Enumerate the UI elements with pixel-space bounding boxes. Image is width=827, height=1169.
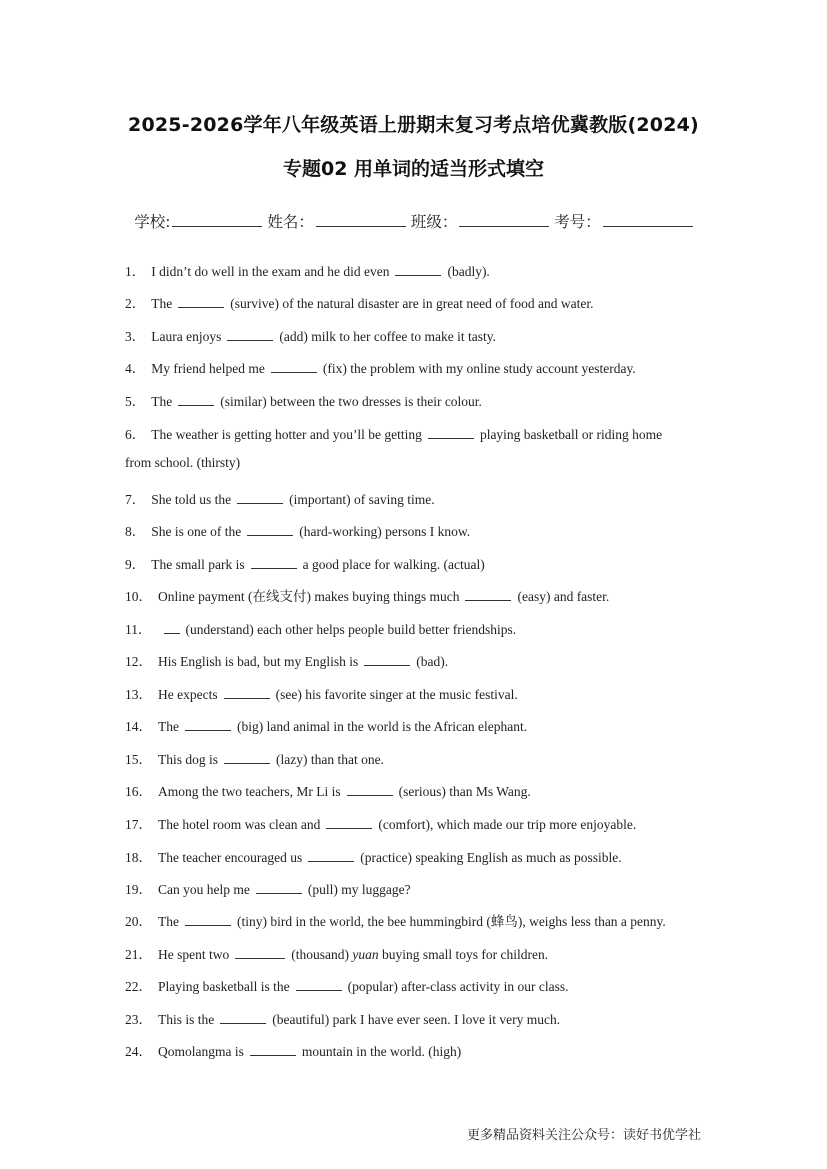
question-number: 11． xyxy=(125,622,152,637)
footer-note: 更多精品资料关注公众号：读好书优学社 xyxy=(466,1128,701,1143)
answer-blank[interactable] xyxy=(251,557,297,569)
question-item xyxy=(125,553,707,573)
class-label: 班级： xyxy=(410,213,458,231)
question-text-before-blank: He expects xyxy=(158,687,218,702)
question-number: 3． xyxy=(125,329,146,344)
page-subtitle: 专题02 用单词的适当形式填空 xyxy=(282,158,545,180)
question-italic-word: yuan xyxy=(352,947,379,962)
school-blank-line[interactable] xyxy=(172,211,262,227)
question-continuation: from school. (thirsty) xyxy=(125,455,241,470)
question-item xyxy=(125,292,707,312)
question-number: 9． xyxy=(125,557,146,572)
question-number: 15． xyxy=(125,752,152,767)
question-item xyxy=(125,943,707,963)
question-text-after-blank: (lazy) than that one. xyxy=(276,752,384,767)
question-text-after-blank: (serious) than Ms Wang. xyxy=(398,784,531,799)
question-text-before-blank: The small park is xyxy=(151,557,245,572)
question-text-after-blank: mountain in the world. (high) xyxy=(301,1044,462,1059)
answer-blank[interactable] xyxy=(326,817,372,829)
question-item xyxy=(125,813,707,833)
question-text-after-blank: (important) of saving time. xyxy=(289,492,435,507)
question-text-before-blank: The weather is getting hotter and you’ll be getting xyxy=(151,427,422,442)
question-text-before-blank: Qomolangma is xyxy=(158,1044,244,1059)
question-text-after-blank: (bad). xyxy=(416,654,449,669)
question-text-after-blank: (beautiful) park I have ever seen. I love it very much. xyxy=(272,1012,561,1027)
question-number: 14． xyxy=(125,719,152,734)
question-text-tail: buying small toys for children. xyxy=(382,947,549,962)
question-item xyxy=(125,650,707,670)
answer-blank[interactable] xyxy=(247,524,293,536)
question-text-after-blank: (survive) of the natural disaster are in great need of food and water. xyxy=(230,296,594,311)
question-text-before-blank: He spent two xyxy=(158,947,230,962)
question-text-after-blank: (fix) the problem with my online study account yesterday. xyxy=(322,361,636,376)
question-number: 13． xyxy=(125,687,152,702)
question-text-before-blank: Playing basketball is the xyxy=(158,979,290,994)
class-field[interactable] xyxy=(411,210,550,232)
question-text-before-blank: Among the two teachers, Mr Li is xyxy=(158,784,341,799)
question-number: 10． xyxy=(125,589,152,604)
question-item xyxy=(125,1040,707,1060)
question-text-after-blank: (understand) each other helps people build better friendships. xyxy=(185,622,517,637)
question-number: 8． xyxy=(125,524,146,539)
answer-blank[interactable] xyxy=(308,850,354,862)
question-text-after-blank: (big) land animal in the world is the African elephant. xyxy=(237,719,528,734)
question-number: 17． xyxy=(125,817,152,832)
question-text-before-blank: The xyxy=(151,394,173,409)
question-item xyxy=(125,618,707,638)
answer-blank[interactable] xyxy=(178,296,224,308)
name-field[interactable] xyxy=(267,210,406,232)
question-text-before-blank: His English is bad, but my English is xyxy=(158,654,359,669)
answer-blank[interactable] xyxy=(185,719,231,731)
answer-blank[interactable] xyxy=(235,947,285,959)
question-text-before-blank: She told us the xyxy=(151,492,232,507)
question-text-after-blank: (easy) and faster. xyxy=(517,589,610,604)
question-number: 4． xyxy=(125,361,146,376)
question-number: 7． xyxy=(125,492,146,507)
answer-blank[interactable] xyxy=(296,979,342,991)
page-title: 2025-2026学年八年级英语上册期末复习考点培优冀教版(2024) xyxy=(128,114,699,136)
answer-blank[interactable] xyxy=(178,394,214,406)
exam-number-label: 考号： xyxy=(554,213,601,231)
answer-blank[interactable] xyxy=(256,882,302,894)
question-text-after-blank: (add) milk to her coffee to make it tasty. xyxy=(279,329,497,344)
answer-blank[interactable] xyxy=(395,264,441,276)
answer-blank[interactable] xyxy=(237,492,283,504)
student-info-row xyxy=(0,210,827,232)
answer-blank[interactable] xyxy=(250,1044,296,1056)
question-text-after-blank: (see) his favorite singer at the music festival. xyxy=(275,687,518,702)
class-blank-line[interactable] xyxy=(459,211,549,227)
answer-blank[interactable] xyxy=(465,589,511,601)
question-text-before-blank: I didn’t do well in the exam and he did even xyxy=(151,264,390,279)
question-item xyxy=(125,325,707,345)
question-number: 6． xyxy=(125,427,146,442)
answer-blank[interactable] xyxy=(227,329,273,341)
question-item xyxy=(125,390,707,410)
name-label: 姓名： xyxy=(267,213,314,231)
question-text-before-blank: This is the xyxy=(158,1012,215,1027)
question-text-after-blank: (comfort), which made our trip more enjoyable. xyxy=(378,817,637,832)
question-item xyxy=(125,715,707,735)
question-text-before-blank: She is one of the xyxy=(151,524,242,539)
question-item xyxy=(125,846,707,866)
question-item xyxy=(125,488,707,508)
question-text-before-blank: Online payment (在线支付) makes buying things much xyxy=(158,589,460,604)
question-text-before-blank: The hotel room was clean and xyxy=(158,817,321,832)
question-text-before-blank: The teacher encouraged us xyxy=(158,850,303,865)
question-text-before-blank: The xyxy=(151,296,173,311)
question-number: 24． xyxy=(125,1044,152,1059)
question-item xyxy=(125,975,707,995)
question-item xyxy=(125,878,707,898)
question-number: 23． xyxy=(125,1012,152,1027)
question-text-after-blank: (pull) my luggage? xyxy=(307,882,411,897)
question-text-before-blank: My friend helped me xyxy=(151,361,265,376)
school-label: 学校: xyxy=(134,213,171,231)
question-item xyxy=(125,748,707,768)
question-item xyxy=(125,585,707,605)
question-text-before-blank: The xyxy=(158,914,179,929)
name-blank-line[interactable] xyxy=(316,211,406,227)
answer-blank[interactable] xyxy=(220,1012,266,1024)
question-text-before-blank: This dog is xyxy=(158,752,219,767)
question-text-after-blank: playing basketball or riding home xyxy=(479,427,663,442)
question-number: 19． xyxy=(125,882,152,897)
question-text-after-blank: (badly). xyxy=(447,264,490,279)
question-text-after-blank: (popular) after-class activity in our class. xyxy=(347,979,569,994)
exam-number-field[interactable] xyxy=(554,210,693,232)
answer-blank[interactable] xyxy=(224,752,270,764)
question-number: 16． xyxy=(125,784,152,799)
question-text-after-blank: (practice) speaking English as much as possible. xyxy=(360,850,622,865)
question-number: 1． xyxy=(125,264,146,279)
question-number: 22． xyxy=(125,979,152,994)
answer-blank[interactable] xyxy=(271,361,317,373)
answer-blank[interactable] xyxy=(185,914,231,926)
question-text-after-blank: (tiny) bird in the world, the bee hummingbird (蜂鸟), weighs less than a penny. xyxy=(237,914,666,929)
question-number: 21． xyxy=(125,947,152,962)
question-item xyxy=(125,683,707,703)
question-number: 20． xyxy=(125,914,152,929)
question-item xyxy=(125,910,707,930)
question-item xyxy=(125,357,707,377)
question-number: 12． xyxy=(125,654,152,669)
exam-number-blank-line[interactable] xyxy=(603,211,693,227)
question-number: 2． xyxy=(125,296,146,311)
question-number: 18． xyxy=(125,850,152,865)
answer-blank[interactable] xyxy=(164,622,180,634)
question-item xyxy=(125,423,707,443)
question-text-before-blank: Can you help me xyxy=(158,882,250,897)
question-text-after-blank: a good place for walking. (actual) xyxy=(302,557,485,572)
question-text-after-blank: (similar) between the two dresses is their colour. xyxy=(220,394,482,409)
question-item xyxy=(125,780,707,800)
question-text-before-blank: Laura enjoys xyxy=(151,329,222,344)
school-field[interactable] xyxy=(134,210,262,232)
question-text-before-blank: The xyxy=(158,719,179,734)
question-number: 5． xyxy=(125,394,146,409)
question-item xyxy=(125,260,707,280)
question-text-after-blank: (thousand) xyxy=(291,947,349,962)
answer-blank[interactable] xyxy=(364,654,410,666)
answer-blank[interactable] xyxy=(224,687,270,699)
answer-blank[interactable] xyxy=(428,427,474,439)
answer-blank[interactable] xyxy=(347,784,393,796)
question-text-after-blank: (hard-working) persons I know. xyxy=(299,524,471,539)
question-item xyxy=(125,520,707,540)
question-item xyxy=(125,1008,707,1028)
